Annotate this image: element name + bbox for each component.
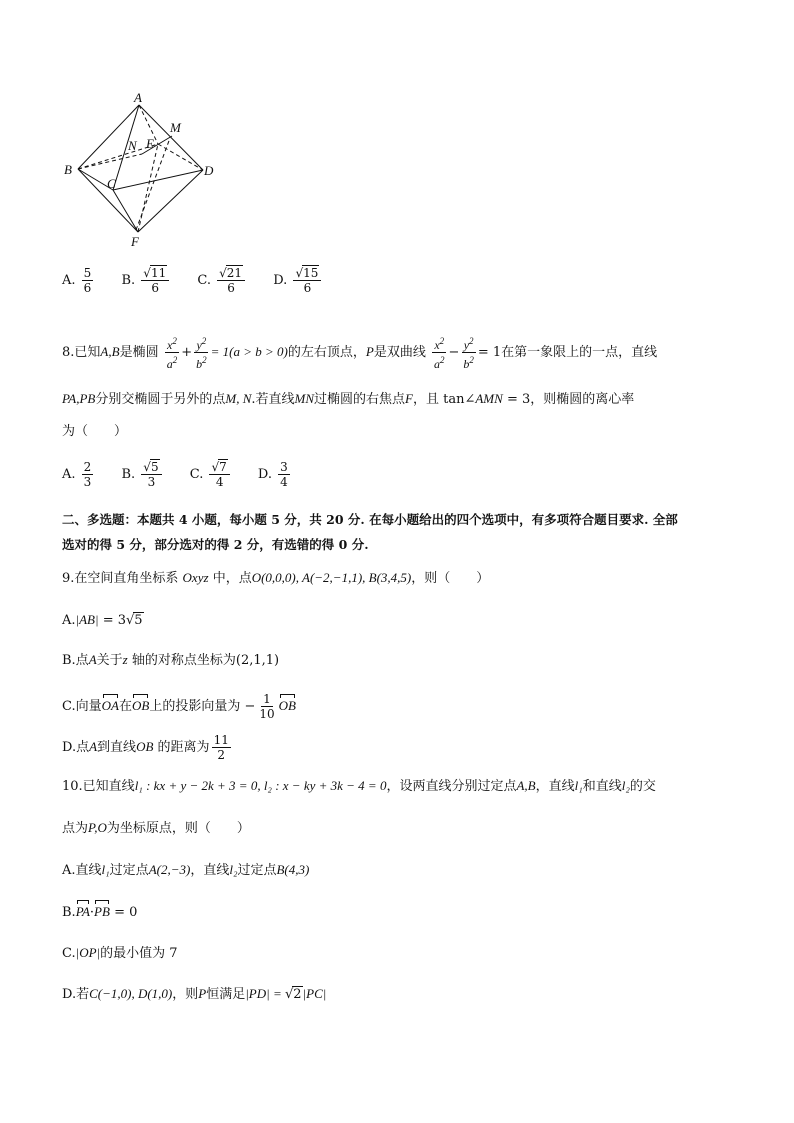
- q7-option-a[interactable]: [62, 266, 95, 295]
- edge-ED: [158, 144, 203, 170]
- option-letter: A.: [62, 273, 76, 288]
- segment-BN: [78, 154, 142, 169]
- frac-num: 5: [83, 266, 92, 280]
- edge-FD: [138, 170, 203, 232]
- label-E: E: [146, 136, 154, 151]
- q8-stem-line1: 8.已知A,B是椭圆 $\frac{x^2}{a^2}$ + $\frac{y^2}{b^2}$ = 1(a > b > 0)的左右顶点，P是双曲线 $\frac{x^2}{a^2}$ − $\frac{y^2}{b^2}$ = 1在第一象限上的一点，直线: [62, 336, 658, 371]
- frac-den: 6: [151, 281, 160, 295]
- q9-option-b[interactable]: B.点A关于z 轴的对称点坐标为(2,1,1): [62, 652, 280, 668]
- q7-options: [62, 266, 345, 295]
- section2-header-line1: 二、多选题：本题共 4 小题，每小题 5 分，共 20 分. 在每小题给出的四个选项中，有多项符合题目要求. 全部: [62, 512, 678, 527]
- frac-num: 15: [303, 266, 319, 280]
- q7-option-c[interactable]: C. $\frac{√21}{6}$: [197, 266, 247, 295]
- edge-FC: [113, 190, 138, 232]
- q9-option-d[interactable]: D.点A到直线OB 的距离为 $\frac{11}{2}$: [62, 733, 229, 762]
- option-letter: B.: [121, 273, 136, 288]
- q9-option-a[interactable]: A.|AB| = 3√5: [62, 612, 143, 628]
- section2-header-line2: 选对的得 5 分，部分选对的得 2 分，有选错的得 0 分.: [62, 537, 369, 552]
- q9-stem: 9.在空间直角坐标系 Oxyz 中，点O(0,0,0), A(−2,−1,1), B(3,4,5)，则（ ）: [62, 570, 490, 586]
- q8-option-d[interactable]: D. $\frac{3}{4}$: [257, 460, 288, 489]
- label-M: M: [170, 120, 181, 135]
- q7-option-d[interactable]: D. $\frac{√15}{6}$: [273, 266, 323, 295]
- q7-option-b[interactable]: B. $\frac{√11}{6}$: [121, 266, 171, 295]
- q10-stem-line1: 10.已知直线l₁ : kx + y − 2k + 3 = 0, l₂ : x − ky + 3k − 4 = 0，设两直线分别过定点A,B，直线l₁和直线l₂的交: [62, 778, 656, 794]
- octahedron-figure: [60, 92, 230, 252]
- q10-option-c[interactable]: C.|OP|的最小值为 7: [62, 945, 178, 961]
- q10-option-a[interactable]: A.直线l₁过定点A(2,−3)，直线l₂过定点B(4,3): [62, 862, 310, 878]
- q10-stem-line2: 点为P,O为坐标原点，则（ ）: [62, 820, 250, 836]
- q10-option-d[interactable]: D.若C(−1,0), D(1,0)，则P恒满足|PD| = √2|PC|: [62, 986, 327, 1002]
- frac-den: 6: [83, 281, 92, 295]
- q10-option-b[interactable]: B.PA·PB = 0: [62, 904, 138, 920]
- label-C: C: [107, 176, 116, 191]
- q8-stem-line2: PA,PB分别交椭圆于另外的点M, N.若直线MN过椭圆的右焦点F，且 tan∠AMN = 3，则椭圆的离心率: [62, 391, 635, 407]
- edge-CD: [113, 170, 203, 190]
- label-F: F: [131, 234, 139, 249]
- q8-options: [62, 460, 314, 489]
- frac-den: 6: [303, 281, 312, 295]
- q8-option-a[interactable]: A. $\frac{2}{3}$: [62, 460, 92, 489]
- q8-stem-line3: 为（ ）: [62, 424, 128, 439]
- frac-num: 11: [150, 266, 167, 280]
- label-A: A: [134, 92, 142, 105]
- frac-num: 21: [226, 266, 243, 280]
- label-D: D: [204, 163, 214, 178]
- q8-option-c[interactable]: C. $\frac{√7}{4}$: [190, 460, 232, 489]
- option-letter: C.: [197, 273, 211, 288]
- label-B: B: [64, 162, 72, 177]
- frac-den: 6: [227, 281, 235, 295]
- edge-FE: [138, 144, 158, 232]
- label-N: N: [128, 138, 137, 153]
- q9-option-c[interactable]: C.向量OA在OB上的投影向量为 − $\frac{1}{10}$ OB: [62, 692, 296, 721]
- q8-option-b[interactable]: B. $\frac{√5}{3}$: [121, 460, 163, 489]
- option-letter: D.: [273, 273, 288, 288]
